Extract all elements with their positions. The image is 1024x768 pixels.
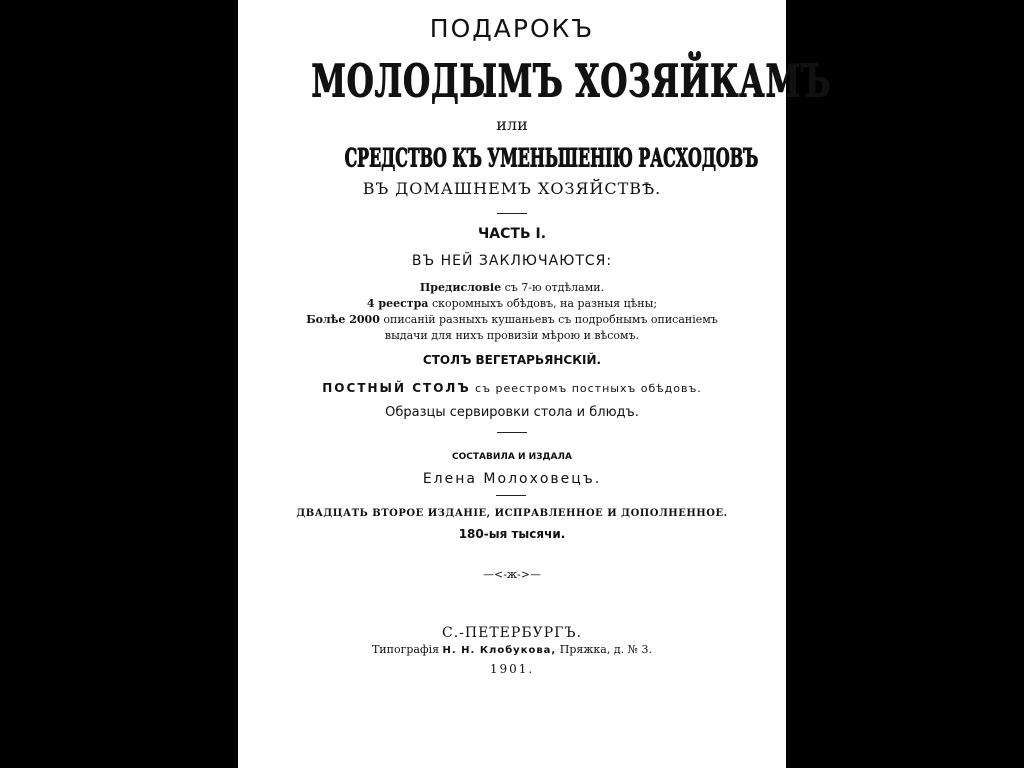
subtitle-wrap: [238, 143, 786, 172]
serving-samples: Образцы сервировки стола и блюдъ.: [385, 405, 639, 420]
contents-line-2-bold: 4 реестра: [366, 297, 429, 310]
contents-line-1: [238, 281, 786, 294]
printer-prefix: Типографія: [371, 643, 440, 656]
contents-line-3: [238, 313, 786, 326]
thousands-note: 180-ыя тысячи.: [458, 527, 566, 541]
ornament: —<-ж->—: [483, 568, 541, 581]
part-number: ЧАСТЬ I.: [477, 226, 547, 242]
title-main: МОЛОДЫМЪ ХОЗЯЙКАМЪ: [311, 55, 832, 108]
contents-line-3-rest: описаній разныхъ кушаньевъ съ подробнымъ описаніемъ: [383, 313, 718, 326]
lenten-table: [238, 381, 786, 395]
divider-2: [497, 432, 527, 433]
printer-name: Н. Н. Клобукова,: [442, 645, 557, 656]
contents-line-3-bold: Болѣе 2000: [306, 313, 380, 326]
title-page: [238, 0, 832, 768]
printer-line: [238, 643, 786, 656]
divider-3: [496, 495, 526, 496]
publication-year: 1901.: [489, 662, 535, 676]
contains-heading: ВЪ НЕЙ ЗАКЛЮЧАЮТСЯ:: [411, 253, 613, 269]
or-word: или: [496, 115, 528, 134]
compiled-by: СОСТАВИЛА И ИЗДАЛА: [452, 452, 572, 462]
author-name: Елена Молоховецъ.: [422, 471, 602, 487]
city: С.-ПЕТЕРБУРГЪ.: [442, 625, 582, 641]
title-main-wrap: [238, 55, 832, 108]
contents-line-2-rest: скоромныхъ обѣдовъ, на разныя цѣны;: [431, 297, 658, 310]
title-gift: ПОДАРОКЪ: [429, 14, 595, 43]
lenten-table-bold: ПОСТНЫЙ СТОЛЪ: [322, 381, 471, 395]
contents-line-4: выдачи для нихъ провизіи мѣрою и вѣсомъ.: [384, 329, 640, 342]
subtitle-means: СРЕДСТВО КЪ УМЕНЬШЕНІЮ РАСХОДОВЪ: [344, 142, 759, 173]
edition-note: ДВАДЦАТЬ ВТОРОЕ ИЗДАНІЕ, ИСПРАВЛЕННОЕ И ДОПОЛНЕННОЕ.: [296, 508, 728, 519]
lenten-table-rest: съ реестромъ постныхъ обѣдовъ.: [475, 382, 702, 395]
subtitle-household: ВЪ ДОМАШНЕМЪ ХОЗЯЙСТВѢ.: [362, 179, 662, 198]
contents-line-1-bold: Предисловіе: [419, 281, 502, 294]
divider-1: [497, 213, 527, 214]
contents-line-2: [238, 297, 786, 310]
printer-address: Пряжка, д. № 3.: [559, 643, 653, 656]
contents-line-1-rest: съ 7-ю отдѣлами.: [504, 281, 605, 294]
vegetarian-table: СТОЛЪ ВЕГЕТАРЬЯНСКІЙ.: [422, 353, 602, 367]
